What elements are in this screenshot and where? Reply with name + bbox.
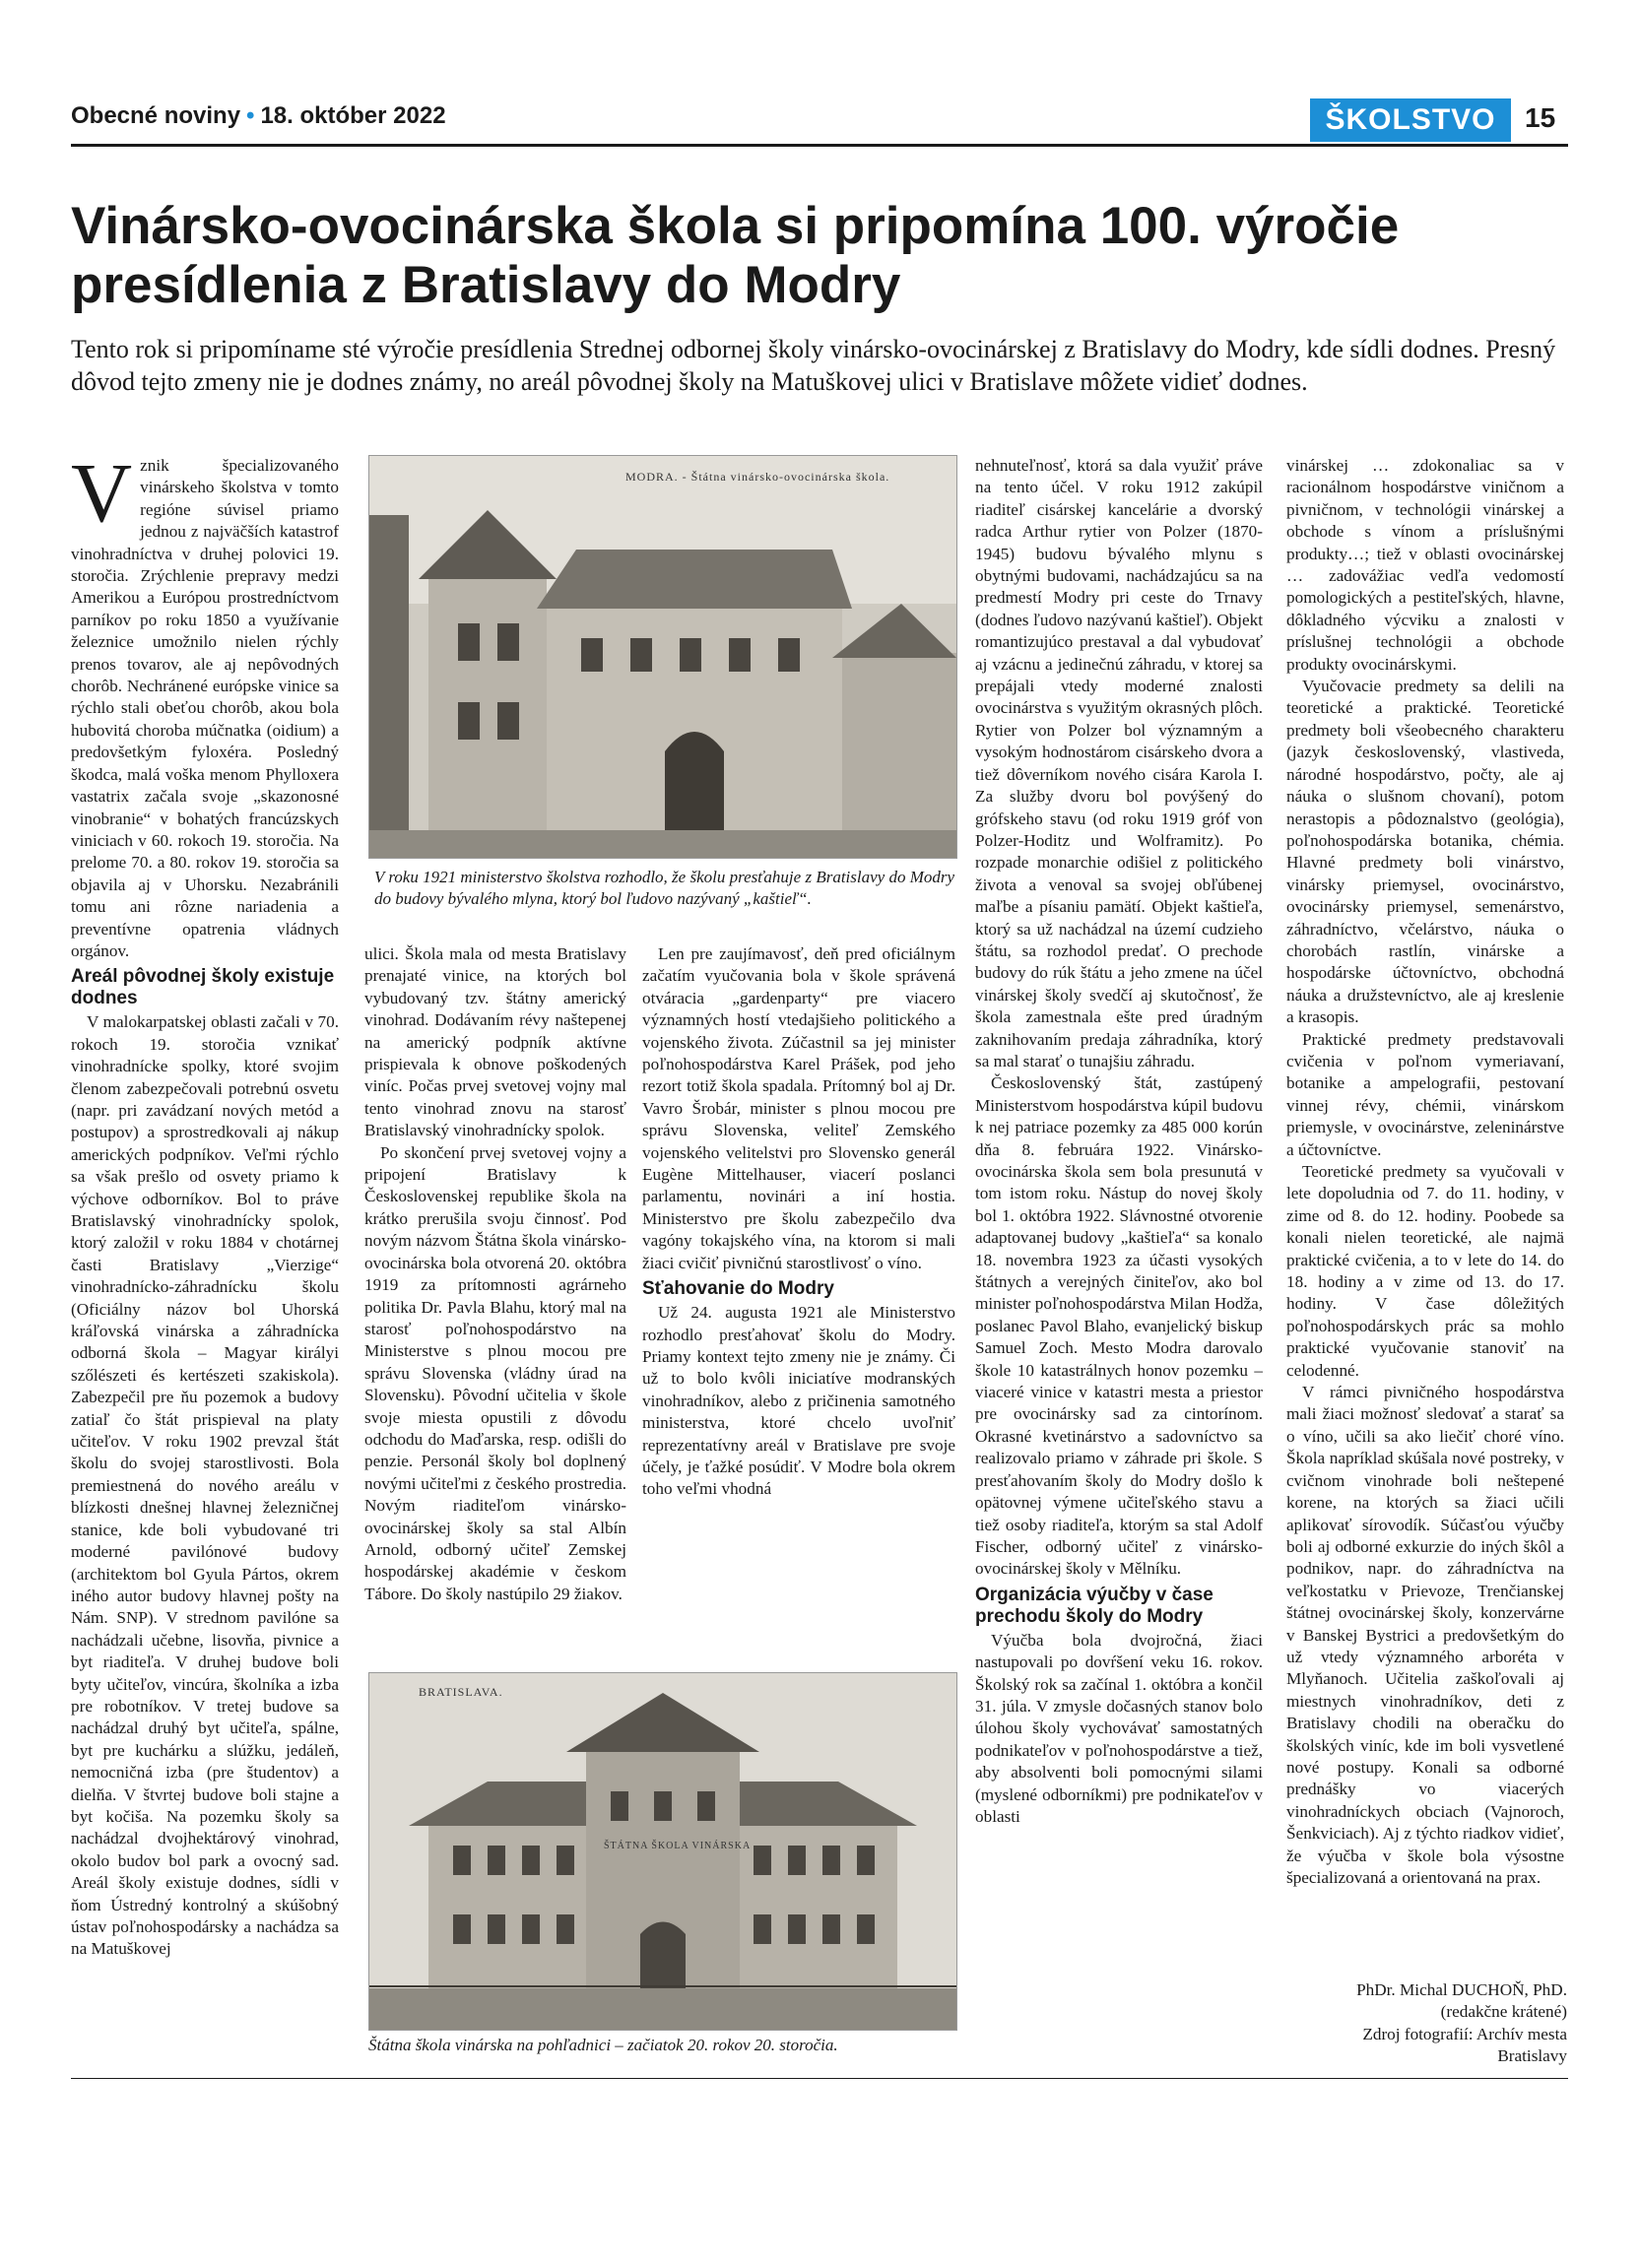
paragraph: V rámci pivničného hospodárstva mali žiaci možnosť sledovať a starať sa o víno, učili sa ako liečiť choré víno. Škola napríklad skúšala nové postreky, v cvičnom vinohrade boli neštepené korene, na ktorých sa žiaci učili aplikovať sírovodík. Súčasťou výučby boli aj odborné exkurzie do iných škôl a podnikov, napr. do záhradníctva na veľkostatku v Prievoze, Trenčianskej štátnej ovocinárskej školy, konzervárne v Banskej Bystrici a predovšetkým do už vtedy významného arboréta v Mlyňanoch. Učitelia zaškoľovali aj miestnych vinohradníkov, deti z Bratislavy chodili na oberačku do školských viníc, kde im boli vysvetlené nové postupy. Konali sa odborné prednášky vo viacerých vinohradníckych obciach (Vajnoroch, Šenkviciach). Aj z týchto riadkov vidieť, že výučba v škole bola výsostne špecializovaná a orientovaná na prax. (1286, 1383, 1564, 1887)
paragraph: Len pre zaujímavosť, deň pred oficiálnym začatím vyučovania bola v škole správená otváracia „gardenparty“ pre viacero významných hostí vtedajšieho politického a vojenského života. Zúčastnil sa jej minister poľnohospodárstva Karel Prášek, pod jeho rezort totiž škola spadala. Prítomný bol aj Dr. Vavro Šrobár, minister s plnou mocou pre správu Slovenska, veliteľ Zemského vojenského velitelstvi pro Slovensko generál Eugène Mittelhauser, viacerí poslanci parlamentu, novinári a iní hostia. Ministerstvo pre školu zabezpečilo dva vagóny tokajského vína, na ktorom si mali žiaci cvičiť pivničnú starostlivosť o víno. (642, 944, 955, 1272)
article-headline: Vinársko-ovocinárska škola si pripomína 100. výročie presídlenia z Bratislavy do Modry (71, 197, 1400, 314)
header-rule (71, 144, 1568, 147)
paragraph: Teoretické predmety sa vyučovali v lete dopoludnia od 7. do 11. hodiny, v zime od 8. do 12. hodiny. Poobede sa konali nielen teoretické, ale najmä praktické cvičenia, a to v lete do 14. do 18. hodiny a v zime od 13. do 17. hodiny. V čase dôležitých poľnohospodárskych prác sa mohlo praktické vyučovanie stanoviť na celodenné. (1286, 1162, 1564, 1380)
photo-caption: Štátna škola vinárska na pohľadnici – začiatok 20. rokov 20. storočia. (368, 2036, 838, 2054)
paragraph: Vznik špecializovaného vinárskeho školstva v tomto regióne súvisel priamo jednou z najväčších katastrof vinohradníctva v druhej polovici 19. storočia. Zrýchlenie prepravy medzi Amerikou a Európou prostredníctvom parníkov po roku 1850 a využívanie železnice umožnilo nielen rýchly prenos tovarov, ale aj nepôvodných chorôb. Nechránené európske vinice sa rýchlo stali obeťou chorôb, akou bola hubovitá choroba múčnatka (oidium) a predovšetkým fyloxéra. Posledný škodca, malá voška menom Phylloxera vastatrix začala svoje „skazonosné vinobranie“ v bohatých francúzskych viniciach v 60. rokoch 19. storočia. Na prelome 70. a 80. rokov 19. storočia sa objavila aj v Uhorsku. Nezabránili tomu ani rôzne nariadenia a preventívne opatrenia vládnych orgánov. (71, 445, 339, 960)
manor-illustration (369, 456, 956, 858)
paragraph: ulici. Škola mala od mesta Bratislavy prenajaté vinice, na ktorých bol vybudovaný tzv. štátny americký vinohrad. Dodávaním révy naštepenej na americký podpník aktívne prispievala k obnove poškodených viníc. Počas prvej svetovej vojny mal tento vinohrad znovu na starosť Bratislavský vinohradnícky spolok. (364, 944, 626, 1140)
footer-rule (71, 2078, 1568, 2079)
author-name: PhDr. Michal DUCHOŇ, PhD. (1356, 1980, 1567, 1999)
subheading: Areál pôvodnej školy existuje dodnes (71, 966, 335, 1009)
issue-date: 18. október 2022 (260, 102, 446, 129)
paragraph: V malokarpatskej oblasti začali v 70. rokoch 19. storočia vznikať vinohradnícke spolky, ktoré svojim členom zabezpečovali potrebnú osvetu (napr. pri zavádzaní nových metód a postupov) a sprostredkovali aj nákup amerických podpníkov. Veľmi rýchlo sa však prešlo od osvety priamo k výchove odborníkov. Bol to práve Bratislavský vinohradnícky spolok, ktorý založil v roku 1884 v chotárnej časti Bratislavy „Vierzige“ vinohradnícko-záhradnícku školu (Oficiálny názov bol Uhorská kráľovská vinárska a záhradnícka odborná škola – Magyar királyi szőlészeti és kertészeti szakiskola). Zabezpečil pre ňu pozemok a budovy zatiaľ čo štát prispieval na platy učiteľov. V roku 1902 prevzal štát školu do svojej starostlivosti. Bola premiestnená do nového areálu v blízkosti dnešnej hlavnej železničnej stanice, kde boli vybudované tri moderné pavilónové budovy (architektom bol Gyula Pártos, okrem iného autor budovy hlavnej pošty na Nám. SNP). V strednom pavilóne sa nachádzali učebne, lisovňa, pivnice a byt riaditeľa. V druhej budove boli byty učiteľov, vincúra, školníka a izba pre robotníkov. V tretej budove sa nachádzal druhý byt učiteľa, spálne, byt pre kuchárku a slúžku, jedáleň, nemocničná izba (pre študentov) a dielňa. V štvrtej budove boli stajne a byt kočiša. Na pozemku školy sa nachádzal dvojhektárový vinohrad, okolo budov bol park a ovocný sad. Areál školy existuje dodnes, sídli v ňom Ústredný kontrolný a skúšobný ústav poľnohospodársky a nachádza sa na Matuškovej (71, 1012, 339, 1959)
building-sign: ŠTÁTNA ŠKOLA VINÁRSKA (604, 1841, 752, 1851)
photo-inscription: MODRA. - Štátna vinársko-ovocinárska škola. (625, 470, 890, 484)
page-number: 15 (1525, 102, 1556, 133)
paragraph: vinárskej … zdokonaliac sa v racionálnom hospodárstve viničnom a pivničnom, v technológii vinárskej a obchode s vínom a príslušnými produkty…; tiež v oblasti ovocinárskej … zadovážiac vedľa vedomostí pomologických a pestiteľských, hlavne, dôkladného výcviku a znalosti v príslušnej technológii a obchode produkty ovocinárskymi. (1286, 456, 1564, 674)
paragraph: Praktické predmety predstavovali cvičenia v poľnom vymeriavaní, botanike a ampelografii, pestovaní vinnej révy, chémii, vinárskom priemysle, v ovocinárstve, zeleninárstve a účtovníctve. (1286, 1029, 1564, 1159)
school-illustration (369, 1673, 956, 2030)
photo-modra-manor (368, 455, 957, 859)
column-3 (642, 943, 955, 1501)
column-5 (1286, 455, 1564, 1889)
paragraph: Vyučovacie predmety sa delili na teoretické a praktické. Teoretické predmety boli všeobecného charakteru (jazyk československý, vlastiveda, národné hospodárstvo, počty, ale aj náuka o slušnom chovaní), potom nerastopis a pôdoznalstvo (geológia), poľnohospodárska botanika, chémia. Hlavné predmety boli vinárstvo, vinársky priemysel, ovocinárstvo, ovocinársky priemysel, semenárstvo, záhradníctvo, včelárstvo, náuka o chorobách rastlín, vinárske a hospodárske účtovníctvo, obchodná náuka a družstevníctvo, ale aj kreslenie a krasopis. (1286, 677, 1564, 1027)
photo-bratislava-school (368, 1672, 957, 2031)
paragraph: Už 24. augusta 1921 ale Ministerstvo rozhodlo presťahovať školu do Modry. Priamy kontext tejto zmeny nie je známy. Či už to bolo kvôli iniciatíve modranských vinohradníkov, alebo z pričinenia samotného ministerstva, ktoré chcelo uvoľniť reprezentatívny areál v Bratislave pre svoje účely, je ťažké posúdiť. V Modre bola okrem toho veľmi vhodná (642, 1303, 955, 1499)
paragraph: Po skončení prvej svetovej vojny a pripojení Bratislavy k Československej republike škola na krátko prerušila svoju činnosť. Pod novým názvom Štátna škola vinársko-ovocinárska bola otvorená 20. októbra 1919 za prítomnosti agrárneho politika Dr. Pavla Blahu, ktorý mal na starosť poľnohospodárstvo na Ministerstve s plnou mocou pre správu Slovenska (vládny úrad na Slovensku). Pôvodní učitelia v škole svoje miesta opustili z dôvodu odchodu do Maďarska, resp. odišli do penzie. Personál školy bol doplnený novými učiteľmi z českého prostredia. Novým riaditeľom vinársko-ovocinárskej školy sa stal Albín Arnold, odborný učiteľ Zemskej hospodárskej akadémie v českom Tábore. Do školy nastúpilo 29 žiakov. (364, 1142, 626, 1603)
byline (1291, 1979, 1567, 2068)
publication-name: Obecné noviny (71, 102, 241, 129)
column-1 (71, 445, 339, 1961)
section-badge: ŠKOLSTVO (1310, 98, 1511, 142)
drop-cap: V (71, 445, 133, 540)
column-2 (364, 943, 626, 1605)
edit-note: (redakčne krátené) (1440, 2002, 1567, 2022)
photo-source: Zdroj fotografií: Archív mesta Bratislavy (1362, 2024, 1567, 2066)
paragraph: nehnuteľnosť, ktorá sa dala využiť práve na tento účel. V roku 1912 zakúpil riaditeľ cisárskej kancelárie a dvorský radca Arthur rytier von Polzer (1870-1945) budovu bývalého mlynu s obytnými budovami, nachádzajúcu sa na predmestí Modry pri ceste do Trnavy (dodnes ľudovo nazývanú kaštieľ). Objekt romantizujúco prestaval a dal vybudovať aj vzácnu a jedinečnú záhradu, v ktorej sa prepájali vtedy moderné znalosti ovocinárstva s využitým okrasných plôch. Rytier von Polzer bol významným a vysokým hodnostárom cisárskeho dvora a tiež dôverníkom nového cisára Karola I. Za služby dvoru bol povýšený do grófskeho stavu (od roku 1919 gróf von Polzer-Hoditz und Wolframitz). Po rozpade monarchie odišiel z politického života a venoval sa svojej obľúbenej maľbe a písaniu pamätí. Objekt kaštieľa, ktorý sa už nachádzal na území cudzieho štátu, sa rozhodol predať. O prechode budovy do rúk štátu a jeho zmene na účel vinárskej školy svedčí aj skutočnosť, že škola zamestnala ešte pred úradným zaknihovaním predaja záhradníka, ktorý sa mal starať o tunajšiu záhradu. (975, 456, 1263, 1070)
masthead (71, 102, 446, 130)
article-lead: Tento rok si pripomíname sté výročie presídlenia Strednej odbornej školy vinársko-ovocinárskej z Bratislavy do Modry, kde sídli dodnes. Presný dôvod tejto zmeny nie je dodnes známy, no areál pôvodnej školy na Matuškovej ulici v Bratislave môžete vidieť dodnes. (71, 335, 1556, 396)
subheading: Sťahovanie do Modry (642, 1278, 834, 1300)
column-4 (975, 455, 1263, 1828)
paragraph: Výučba bola dvojročná, žiaci nastupovali po dovŕšení veku 16. rokov. Školský rok sa začínal 1. októbra a končil 31. júla. V zmysle dočasných stanov bolo úlohou školy vychovávať samostatných podnikateľov v poľnohospodárstve a tiež, aby absolventi boli pomocnými silami (myslené odborníkmi) pre podnikateľov v oblasti (975, 1630, 1263, 1826)
separator-dot: • (246, 102, 255, 129)
subheading: Organizácia výučby v čase prechodu školy do Modry (975, 1584, 1214, 1627)
paragraph: Československý štát, zastúpený Ministerstvom hospodárstva kúpil budovu k nej patriace pozemky za 485 000 korún dňa 8. februára 1922. Vinársko-ovocinárska škola sem bola presunutá v tom istom roku. Nástup do novej školy bol 1. októbra 1922. Slávnostné otvorenie adaptovanej budovy „kaštieľa“ sa konalo 18. novembra 1923 za účasti vysokých štátnych a verejných činiteľov, ako bol minister poľnohospodárstva Milan Hodža, poslanec Pavol Blaho, evanjelický biskup Samuel Zoch. Mesto Modra darovalo škole 10 katastrálnych honov pozemku – viaceré vinice v katastri mesta a priestor pre ovocinársky sad za cintorínom. Okrasné kvetinárstvo a sadovníctvo sa realizovalo priamo v záhrade pri škole. S presťahovaním školy do Modry došlo k opätovnej výmene učiteľského stavu a tiež osoby riaditeľa, ktorým sa stal Adolf Fischer, odborný učiteľ z vinársko-ovocinárskej školy v Mělníku. (975, 1073, 1263, 1579)
photo-inscription: BRATISLAVA. (419, 1685, 503, 1699)
photo-caption: V roku 1921 ministerstvo školstva rozhodlo, že školu presťahuje z Bratislavy do Modry do budovy bývalého mlyna, ktorý bol ľudovo nazývaný „kaštieľ“. (374, 868, 955, 908)
